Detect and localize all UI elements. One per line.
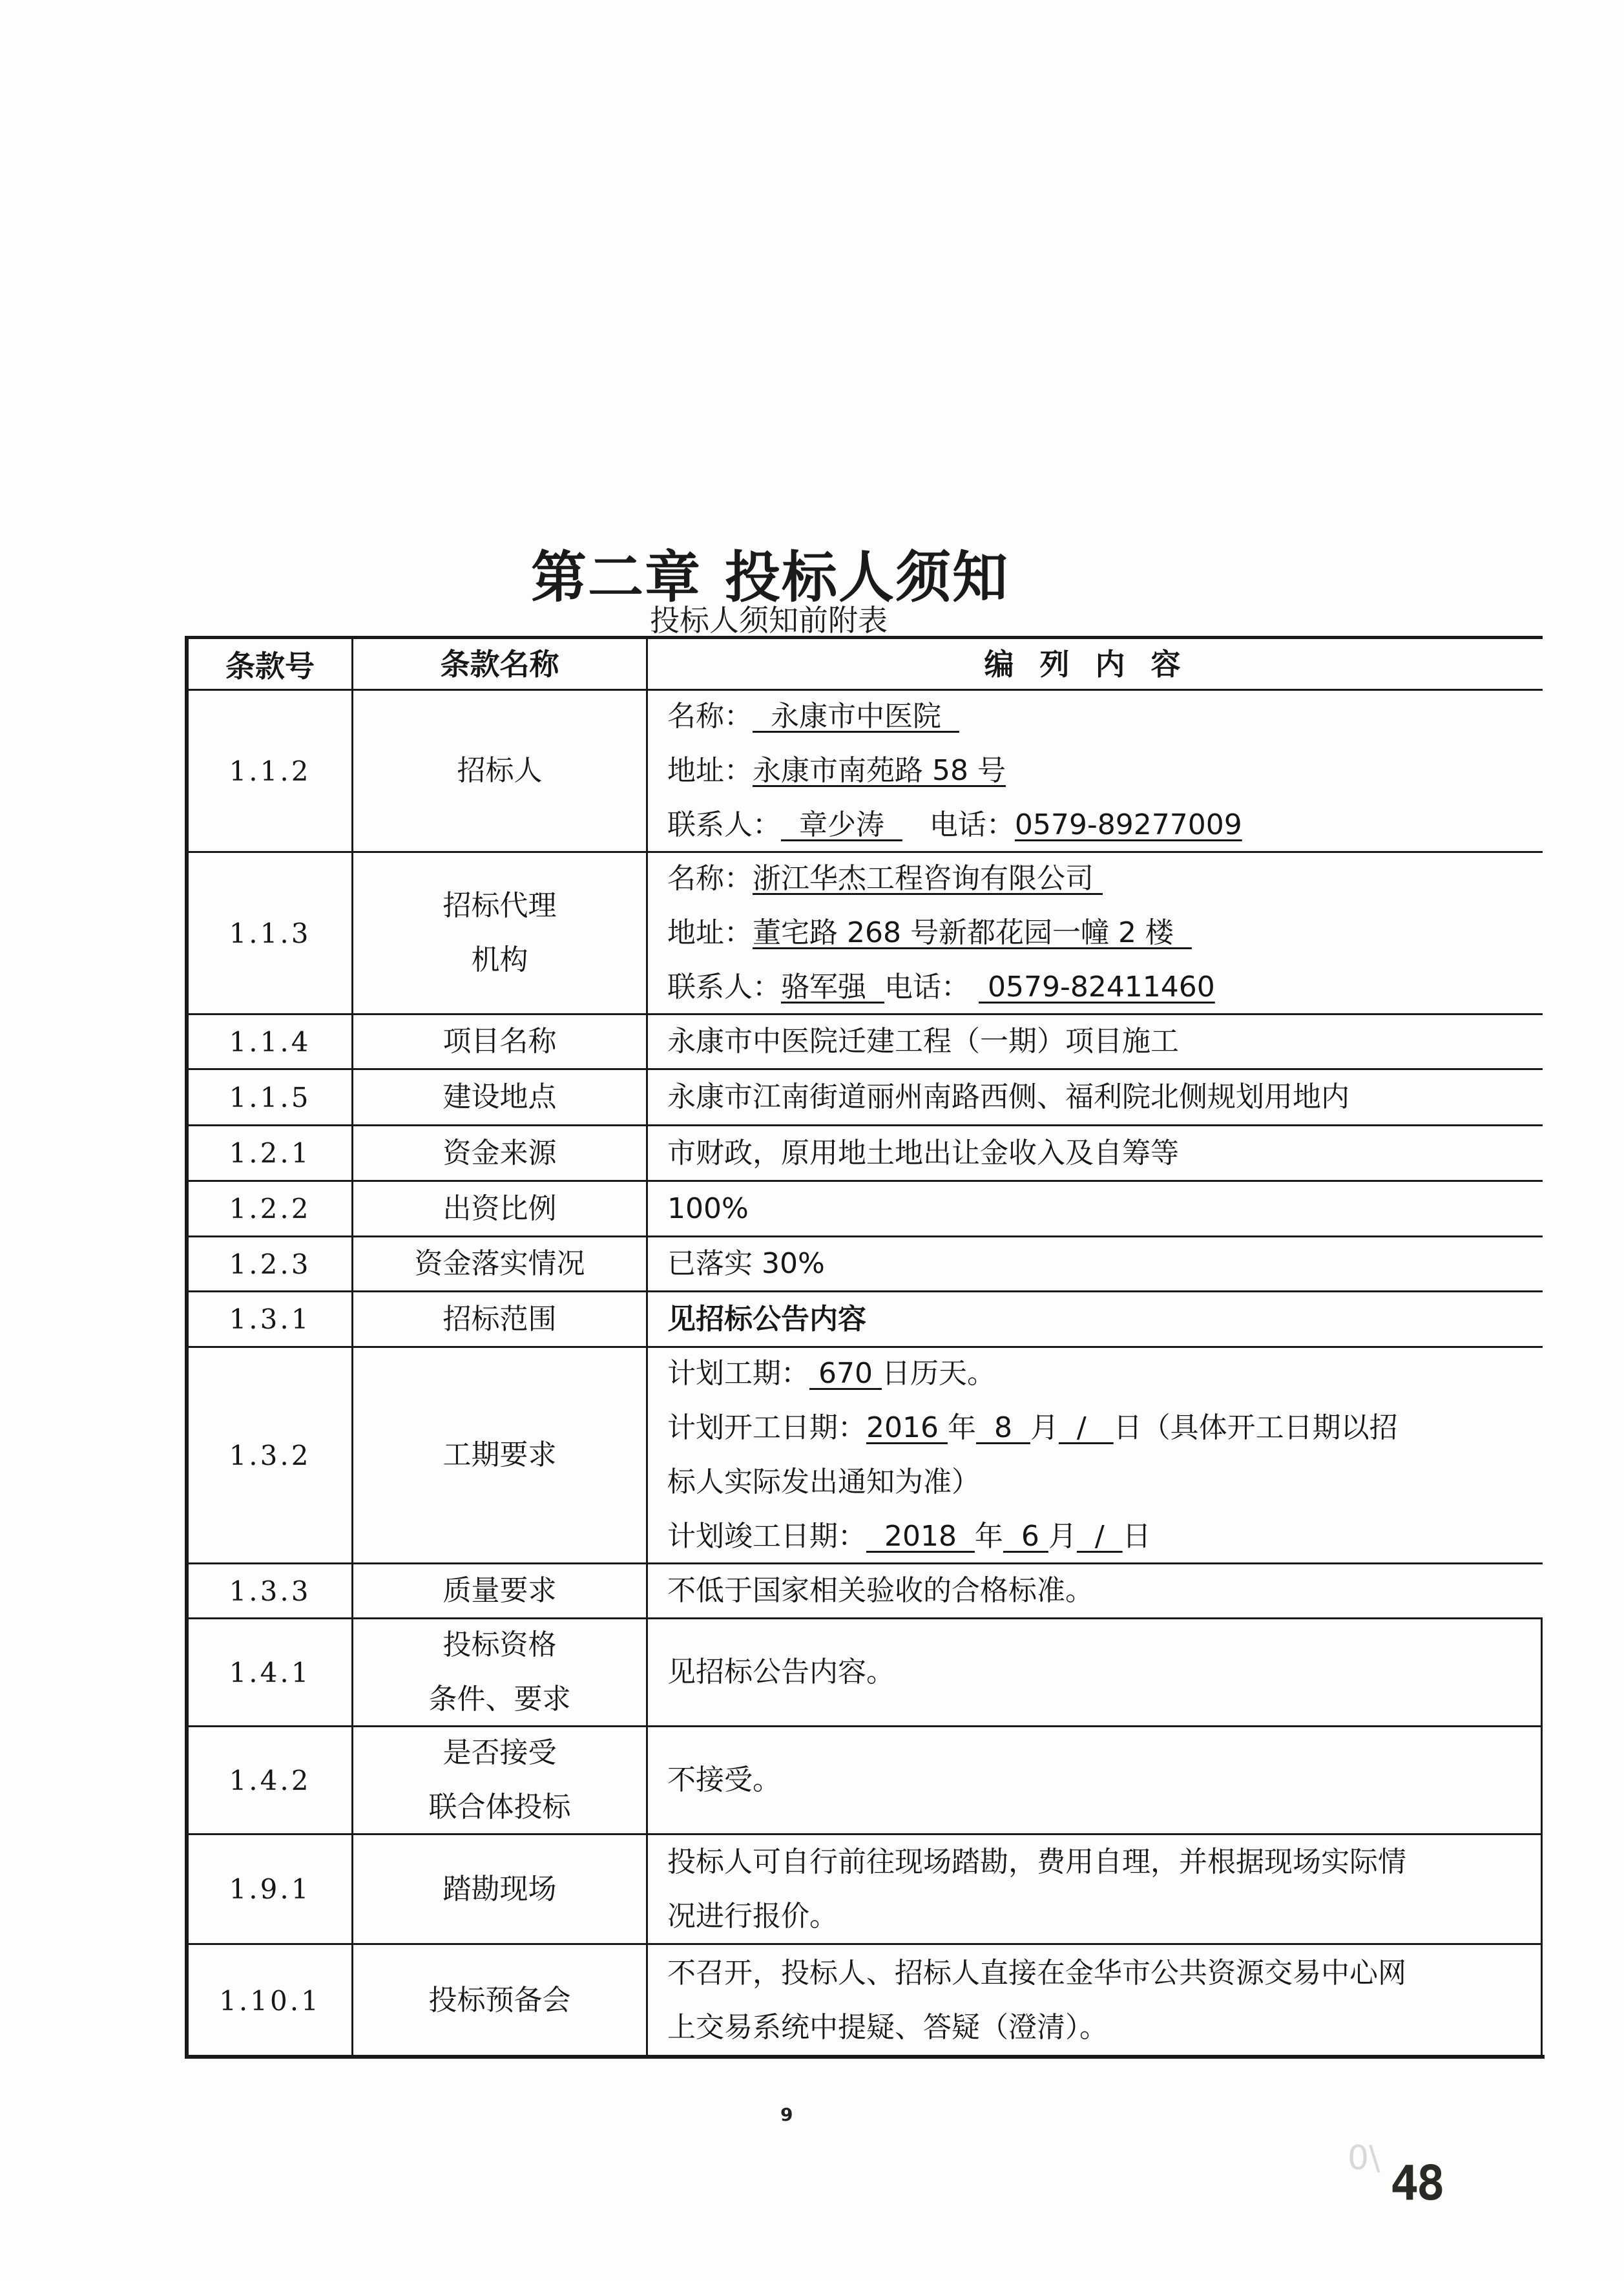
content-text: 标人实际发出通知为准） bbox=[667, 1466, 980, 1498]
content-text: 联系人： bbox=[667, 971, 781, 1004]
clause-number: 1.4.1 bbox=[185, 1619, 351, 1725]
table-row bbox=[185, 1290, 1543, 1346]
clause-name bbox=[351, 1564, 648, 1617]
chapter-number: 第二章 bbox=[531, 545, 702, 610]
clause-name-line: 项目名称 bbox=[442, 1025, 557, 1058]
content-line bbox=[667, 1401, 1398, 1455]
content-text: 市财政，原用地土地出让金收入及自筹等 bbox=[667, 1136, 1179, 1170]
clause-content bbox=[648, 1835, 1541, 1943]
content-line bbox=[667, 960, 1215, 1014]
content-line bbox=[667, 1753, 781, 1807]
content-text: 投标人可自行前往现场踏勘，费用自理，并根据现场实际情 bbox=[667, 1845, 1406, 1878]
content-text: 见招标公告内容 bbox=[667, 1302, 866, 1336]
clause-name-line: 踏勘现场 bbox=[442, 1872, 557, 1906]
filled-blank: 浙江华杰工程咨询有限公司 bbox=[753, 862, 1103, 895]
content-text: 年 bbox=[974, 1520, 1003, 1553]
content-text: 电话： bbox=[902, 808, 1015, 841]
clause-number: 1.3.1 bbox=[185, 1292, 351, 1346]
content-line bbox=[667, 1835, 1406, 1889]
table-row bbox=[185, 1943, 1543, 2056]
table-row bbox=[185, 1617, 1543, 1725]
content-text: 年 bbox=[947, 1411, 976, 1444]
table-row bbox=[185, 851, 1543, 1013]
clause-number: 1.9.1 bbox=[185, 1835, 351, 1943]
clause-name-line: 资金来源 bbox=[442, 1136, 557, 1170]
table-row bbox=[185, 689, 1543, 851]
clause-name-line: 投标资格 bbox=[442, 1628, 557, 1661]
content-text: 日历天。 bbox=[881, 1357, 995, 1390]
table-title: 投标人须知前附表 bbox=[650, 603, 888, 638]
clause-content bbox=[648, 1070, 1543, 1124]
content-text: 已落实 30% bbox=[667, 1247, 825, 1280]
content-text: 月 bbox=[1030, 1411, 1059, 1444]
clause-number: 1.3.3 bbox=[185, 1564, 351, 1617]
content-line bbox=[667, 1126, 1179, 1181]
clause-number: 1.3.2 bbox=[185, 1348, 351, 1562]
content-line bbox=[667, 1070, 1349, 1124]
content-line bbox=[667, 744, 1006, 798]
content-line bbox=[667, 1564, 1094, 1618]
content-line bbox=[667, 906, 1192, 960]
filled-blank: 2018 bbox=[866, 1520, 975, 1553]
clause-number: 1.2.2 bbox=[185, 1182, 351, 1235]
page-number: 9 bbox=[780, 2104, 793, 2125]
content-line bbox=[667, 1292, 866, 1347]
clause-name-line: 招标代理 bbox=[442, 889, 557, 922]
clause-content bbox=[648, 1564, 1543, 1617]
clause-name-line: 投标预备会 bbox=[428, 1984, 571, 2017]
clause-name bbox=[351, 1015, 648, 1068]
faint-handwritten-mark: 0\ bbox=[1348, 2139, 1380, 2178]
clause-number: 1.1.5 bbox=[185, 1070, 351, 1124]
clause-content bbox=[648, 853, 1543, 1013]
content-line bbox=[667, 2001, 1108, 2055]
filled-blank: / bbox=[1076, 1520, 1123, 1553]
content-text: 名称： bbox=[667, 862, 753, 895]
content-text: 永康市中医院迁建工程（一期）项目施工 bbox=[667, 1025, 1179, 1058]
content-text: 上交易系统中提疑、答疑（澄清）。 bbox=[667, 2011, 1108, 2044]
clause-name bbox=[351, 691, 648, 851]
content-text: 不接受。 bbox=[667, 1763, 781, 1796]
filled-blank: 2016 bbox=[866, 1411, 948, 1444]
clause-name bbox=[351, 1182, 648, 1235]
clause-number: 1.1.2 bbox=[185, 691, 351, 851]
content-line bbox=[667, 1946, 1406, 2001]
table-row bbox=[185, 1124, 1543, 1180]
table-row bbox=[185, 1235, 1543, 1290]
content-line bbox=[667, 798, 1242, 852]
content-line bbox=[667, 852, 1103, 906]
chapter-name: 投标人须知 bbox=[725, 545, 1009, 610]
content-text: 100% bbox=[667, 1192, 749, 1225]
content-line bbox=[667, 1509, 1151, 1564]
clause-content bbox=[648, 1237, 1543, 1290]
clause-content bbox=[648, 691, 1543, 851]
content-text: 不召开，投标人、招标人直接在金华市公共资源交易中心网 bbox=[667, 1957, 1406, 1990]
content-line bbox=[667, 1182, 749, 1236]
header-clause-name: 条款名称 bbox=[351, 639, 648, 689]
content-text: 见招标公告内容。 bbox=[667, 1656, 895, 1688]
content-line bbox=[667, 1889, 838, 1944]
content-text: 计划工期： bbox=[667, 1357, 809, 1390]
clause-name-line: 建设地点 bbox=[442, 1080, 557, 1113]
clause-name bbox=[351, 1292, 648, 1346]
clause-name bbox=[351, 853, 648, 1013]
content-text: 日 bbox=[1122, 1520, 1151, 1553]
clause-name bbox=[351, 1619, 648, 1725]
content-line bbox=[667, 1014, 1179, 1069]
table-row bbox=[185, 1833, 1543, 1943]
filled-blank: 董宅路 268 号新都花园一幢 2 楼 bbox=[753, 916, 1192, 949]
filled-blank: 6 bbox=[1003, 1520, 1048, 1553]
content-text: 地址： bbox=[667, 916, 753, 949]
clause-name-line: 条件、要求 bbox=[428, 1683, 571, 1716]
clause-name-line: 资金落实情况 bbox=[414, 1247, 585, 1280]
clause-content bbox=[648, 1182, 1543, 1235]
filled-blank: 永康市中医院 bbox=[753, 700, 959, 733]
clause-content bbox=[648, 1015, 1543, 1068]
clause-content bbox=[648, 1945, 1541, 2056]
clause-name bbox=[351, 1945, 648, 2056]
clause-name-line: 招标范围 bbox=[442, 1302, 557, 1336]
clause-name-line: 出资比例 bbox=[442, 1192, 557, 1225]
header-clause-no: 条款号 bbox=[185, 639, 351, 689]
filled-blank: 永康市南苑路 58 号 bbox=[753, 754, 1006, 787]
content-text: 月 bbox=[1048, 1520, 1077, 1553]
content-text: 况进行报价。 bbox=[667, 1899, 838, 1933]
content-line bbox=[667, 1455, 980, 1509]
clause-name-line: 招标人 bbox=[457, 754, 543, 787]
stamped-sheet-number: 48 bbox=[1390, 2156, 1443, 2211]
clause-content bbox=[648, 1126, 1543, 1180]
clause-name-line: 机构 bbox=[471, 943, 528, 976]
clause-name-line: 联合体投标 bbox=[428, 1791, 571, 1824]
table-row bbox=[185, 1562, 1543, 1617]
content-line bbox=[667, 1237, 825, 1291]
clause-name bbox=[351, 1126, 648, 1180]
filled-blank: 670 bbox=[809, 1357, 882, 1390]
clause-content bbox=[648, 1292, 1543, 1346]
clause-name bbox=[351, 1348, 648, 1562]
content-line bbox=[667, 689, 959, 744]
header-content bbox=[648, 639, 1543, 689]
content-text: 电话： bbox=[884, 971, 979, 1004]
filled-blank: 0579-82411460 bbox=[978, 971, 1215, 1004]
clause-number: 1.2.1 bbox=[185, 1126, 351, 1180]
content-text: 永康市江南街道丽州南路西侧、福利院北侧规划用地内 bbox=[667, 1080, 1349, 1113]
clause-name bbox=[351, 1835, 648, 1943]
header-content-label: 编列内容 bbox=[984, 646, 1207, 682]
clause-content bbox=[648, 1727, 1541, 1833]
clause-name bbox=[351, 1237, 648, 1290]
table-row bbox=[185, 1180, 1543, 1235]
clause-name-line: 工期要求 bbox=[442, 1438, 557, 1471]
filled-blank: 8 bbox=[975, 1411, 1030, 1444]
clause-name-line: 质量要求 bbox=[442, 1574, 557, 1607]
table-row bbox=[185, 1346, 1543, 1562]
filled-blank: / bbox=[1058, 1411, 1114, 1444]
clause-number: 1.1.4 bbox=[185, 1015, 351, 1068]
clause-number: 1.2.3 bbox=[185, 1237, 351, 1290]
clause-content bbox=[648, 1619, 1541, 1725]
clause-name bbox=[351, 1727, 648, 1833]
content-text: 名称： bbox=[667, 700, 753, 733]
content-text: 计划竣工日期： bbox=[667, 1520, 866, 1553]
content-text: 计划开工日期： bbox=[667, 1411, 866, 1444]
clause-content bbox=[648, 1348, 1543, 1562]
filled-blank: 0579-89277009 bbox=[1014, 808, 1242, 841]
table-row bbox=[185, 1725, 1543, 1833]
table-row bbox=[185, 1013, 1543, 1068]
content-line bbox=[667, 1347, 995, 1401]
clause-number: 1.10.1 bbox=[185, 1945, 351, 2056]
content-text: 联系人： bbox=[667, 808, 781, 841]
content-line bbox=[667, 1645, 895, 1699]
content-text: 不低于国家相关验收的合格标准。 bbox=[667, 1574, 1094, 1607]
content-text: 地址： bbox=[667, 754, 753, 787]
filled-blank: 骆军强 bbox=[781, 971, 884, 1004]
table-bottom-border bbox=[185, 2055, 1545, 2059]
clause-name bbox=[351, 1070, 648, 1124]
content-text: 日（具体开工日期以招 bbox=[1113, 1411, 1398, 1444]
clause-name-line: 是否接受 bbox=[442, 1736, 557, 1769]
clause-number: 1.1.3 bbox=[185, 853, 351, 1013]
filled-blank: 章少涛 bbox=[781, 808, 902, 841]
table-header-row bbox=[185, 636, 1543, 689]
table-row bbox=[185, 1068, 1543, 1124]
clause-number: 1.4.2 bbox=[185, 1727, 351, 1833]
